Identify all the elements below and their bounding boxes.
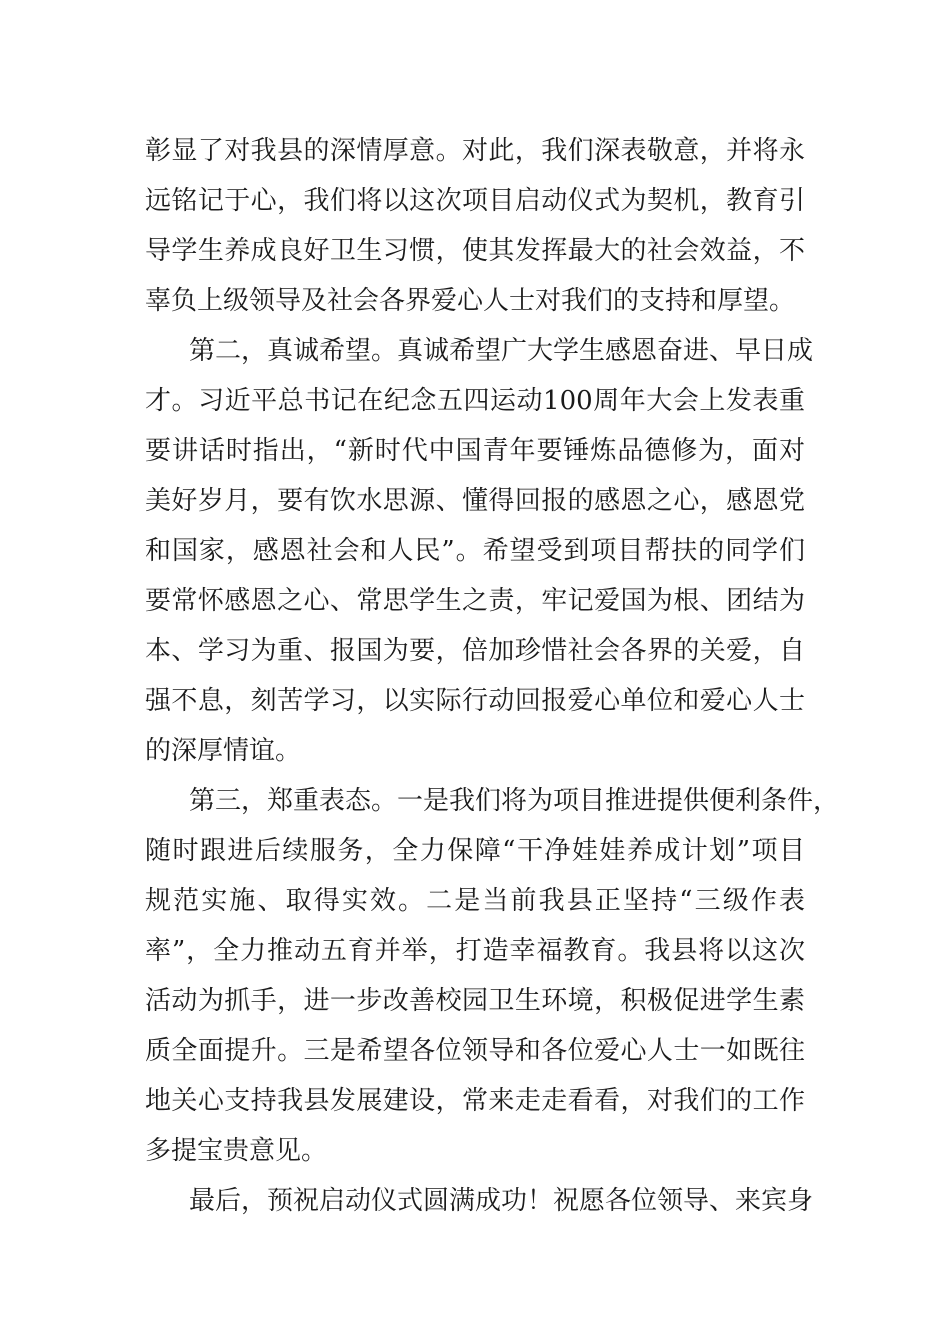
text-line: 活动为抓手，进一步改善校园卫生环境，积极促进学生素 — [145, 986, 805, 1016]
text-line: 美好岁月，要有饮水思源、懂得回报的感恩之心，感恩党 — [145, 486, 805, 516]
text-line: 和国家，感恩社会和人民”。希望受到项目帮扶的同学们 — [145, 536, 805, 566]
text-line: 导学生养成良好卫生习惯，使其发挥最大的社会效益，不 — [145, 236, 805, 266]
document-body — [145, 126, 840, 1226]
paragraph-4 — [145, 1176, 814, 1226]
paragraph-3 — [145, 776, 840, 1176]
text-line: 多提宝贵意见。 — [145, 1136, 328, 1166]
text-line: 第二，真诚希望。真诚希望广大学生感恩奋进、早日成 — [189, 336, 814, 366]
paragraph-1 — [145, 126, 805, 326]
text-line: 远铭记于心，我们将以这次项目启动仪式为契机，教育引 — [145, 186, 805, 216]
text-line: 彰显了对我县的深情厚意。对此，我们深表敬意，并将永 — [145, 136, 805, 166]
text-line: 才。习近平总书记在纪念五四运动100周年大会上发表重 — [145, 386, 805, 416]
text-line: 质全面提升。三是希望各位领导和各位爱心人士一如既往 — [145, 1036, 805, 1066]
text-line: 率”，全力推动五育并举，打造幸福教育。我县将以这次 — [145, 936, 805, 966]
text-line: 地关心支持我县发展建设，常来走走看看，对我们的工作 — [145, 1086, 805, 1116]
text-line: 本、学习为重、报国为要，倍加珍惜社会各界的关爱，自 — [145, 636, 805, 666]
text-line: 强不息，刻苦学习，以实际行动回报爱心单位和爱心人士 — [145, 686, 805, 716]
text-line: 第三，郑重表态。一是我们将为项目推进提供便利条件， — [189, 786, 840, 816]
paragraph-2 — [145, 326, 814, 776]
text-line: 要讲话时指出，“新时代中国青年要锤炼品德修为，面对 — [145, 436, 805, 466]
text-line: 辜负上级领导及社会各界爱心人士对我们的支持和厚望。 — [145, 286, 796, 316]
text-line: 要常怀感恩之心、常思学生之责，牢记爱国为根、团结为 — [145, 586, 805, 616]
text-line: 随时跟进后续服务，全力保障“干净娃娃养成计划”项目 — [145, 836, 805, 866]
text-line: 的深厚情谊。 — [145, 736, 302, 766]
text-line: 最后，预祝启动仪式圆满成功！祝愿各位领导、来宾身 — [189, 1186, 814, 1216]
text-line: 规范实施、取得实效。二是当前我县正坚持“三级作表 — [145, 886, 805, 916]
